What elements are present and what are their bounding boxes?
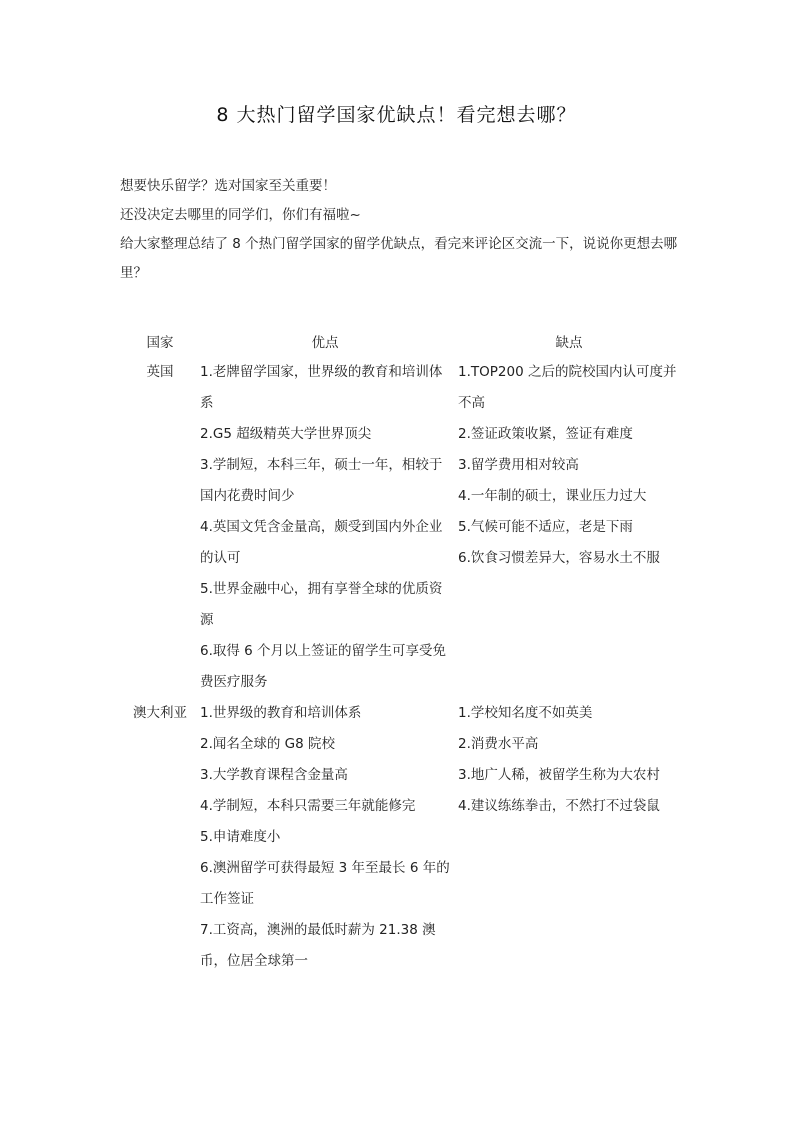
header-cons: 缺点 <box>555 335 583 351</box>
pro-item: 4.学制短，本科只需要三年就能修完 <box>200 798 416 814</box>
pro-item: 6.澳洲留学可获得最短 3 年至最长 6 年的工作签证 <box>200 860 450 907</box>
pro-item: 1.老牌留学国家，世界级的教育和培训体系 <box>200 364 443 411</box>
pro-item: 1.世界级的教育和培训体系 <box>200 705 362 721</box>
table-row <box>120 357 680 698</box>
intro-line: 想要快乐留学？选对国家至关重要！ <box>120 178 336 194</box>
comparison-table <box>120 325 680 977</box>
con-item: 3.留学费用相对较高 <box>458 457 579 473</box>
pros-cell <box>200 357 458 698</box>
con-item: 2.消费水平高 <box>458 736 539 752</box>
con-item: 4.建议练练拳击，不然打不过袋鼠 <box>458 798 660 814</box>
con-item: 4.一年制的硕士，课业压力过大 <box>458 488 647 504</box>
pro-item: 6.取得 6 个月以上签证的留学生可享受免费医疗服务 <box>200 643 447 690</box>
table-row <box>120 698 680 977</box>
pro-item: 3.大学教育课程含金量高 <box>200 767 348 783</box>
pro-item: 7.工资高，澳洲的最低时薪为 21.38 澳币，位居全球第一 <box>200 922 436 969</box>
con-item: 5.气候可能不适应，老是下雨 <box>458 519 633 535</box>
country-cell: 英国 <box>146 364 174 380</box>
cons-cell <box>458 357 680 698</box>
country-cell: 澳大利亚 <box>133 705 187 721</box>
header-pros: 优点 <box>311 335 339 351</box>
cons-cell <box>458 698 680 977</box>
con-item: 1.学校知名度不如英美 <box>458 705 593 721</box>
table-header-row <box>120 325 680 357</box>
pro-item: 2.G5 超级精英大学世界顶尖 <box>200 426 372 442</box>
con-item: 6.饮食习惯差异大，容易水土不服 <box>458 550 660 566</box>
header-country: 国家 <box>146 335 174 351</box>
con-item: 3.地广人稀，被留学生称为大农村 <box>458 767 660 783</box>
con-item: 1.TOP200 之后的院校国内认可度并不高 <box>458 364 677 411</box>
intro-paragraph <box>120 172 680 288</box>
pro-item: 2.闻名全球的 G8 院校 <box>200 736 336 752</box>
pros-cell <box>200 698 458 977</box>
pro-item: 3.学制短，本科三年，硕士一年，相较于国内花费时间少 <box>200 457 443 504</box>
con-item: 2.签证政策收紧，签证有难度 <box>458 426 633 442</box>
pro-item: 5.申请难度小 <box>200 829 281 845</box>
intro-line: 给大家整理总结了 8 个热门留学国家的留学优缺点，看完来评论区交流一下，说说你更想去哪里？ <box>120 236 678 281</box>
pro-item: 5.世界金融中心，拥有享誉全球的优质资源 <box>200 581 443 628</box>
pro-item: 4.英国文凭含金量高，颇受到国内外企业的认可 <box>200 519 443 566</box>
intro-line: 还没决定去哪里的同学们，你们有福啦~ <box>120 207 361 223</box>
page-title: 8 大热门留学国家优缺点！看完想去哪？ <box>216 104 577 126</box>
